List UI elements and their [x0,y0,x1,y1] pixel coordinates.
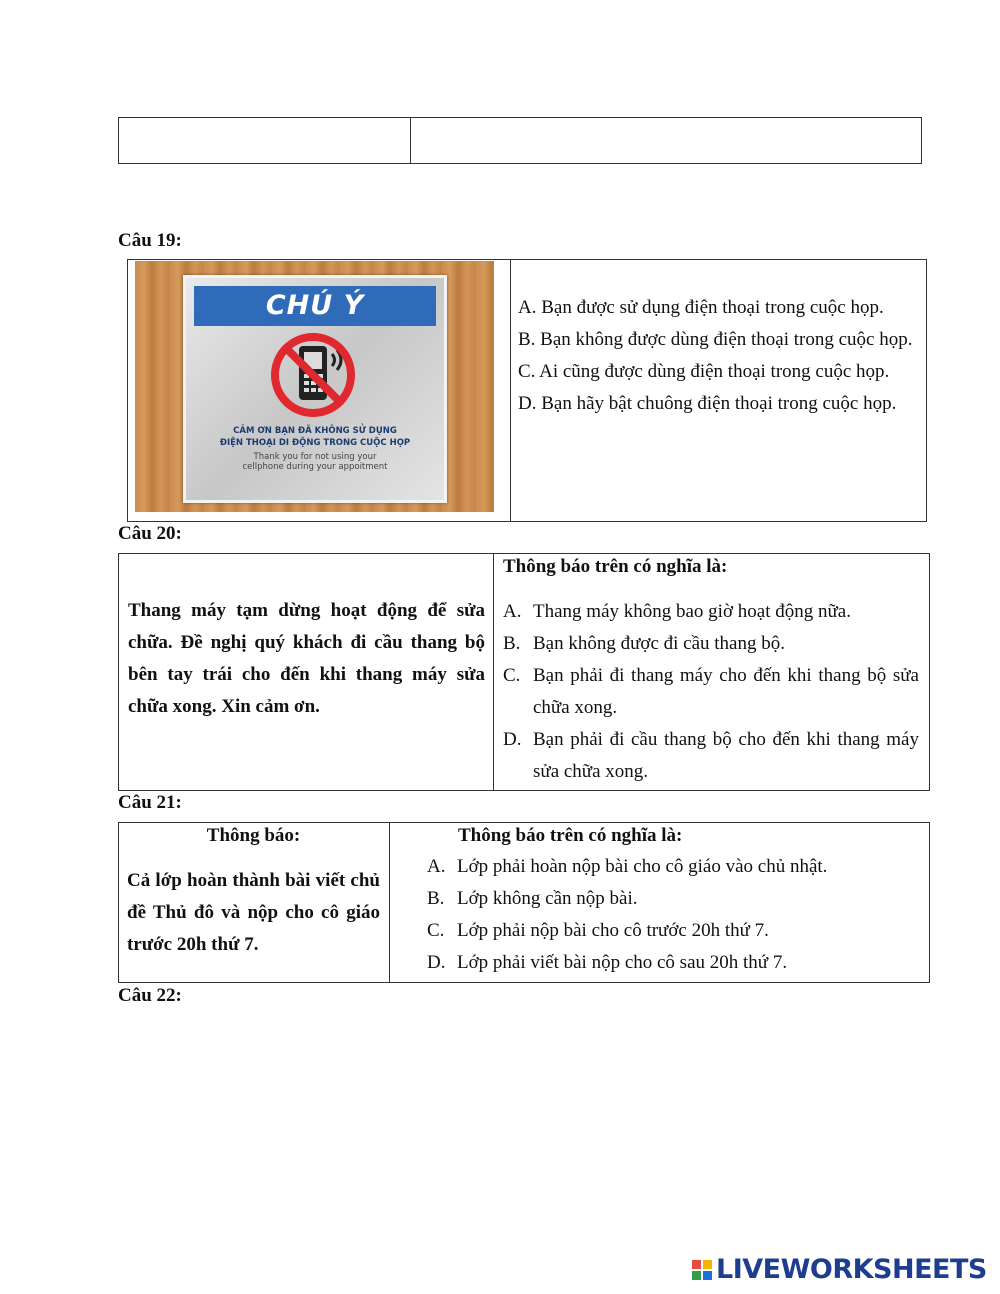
option-letter: D. [503,729,522,750]
question-21-label: Câu 21: [118,792,182,813]
question-20-prompt: Thông báo trên có nghĩa là: [503,556,728,577]
option-b[interactable]: B. Bạn không được dùng điện thoại trong cuộc họp. [518,329,913,350]
option-c[interactable] [427,915,922,947]
liveworksheets-logo [692,1254,987,1285]
option-letter: C. [503,665,521,686]
option-c[interactable]: C. Ai cũng được dùng điện thoại trong cuộc họp. [518,361,890,382]
question-19-options [518,292,916,420]
question-20-options [503,596,919,788]
question-20-notice: Thang máy tạm dừng hoạt động để sửa chữa. Đề nghị quý khách đi cầu thang bộ bên tay trái cho đến khi thang máy sửa chữa xong. Xin cảm ơn. [128,600,485,717]
option-letter: A. [427,856,446,877]
option-letter: A. [503,601,522,622]
logo-block [692,1271,701,1280]
option-a[interactable]: A. Bạn được sử dụng điện thoại trong cuộc họp. [518,297,884,318]
option-b[interactable] [427,883,922,915]
sign-plate [183,275,447,503]
question-21-notice: Cả lớp hoàn thành bài viết chủ đề Thủ đô và nộp cho cô giáo trước 20h thứ 7. [127,870,380,955]
option-a[interactable] [427,851,922,883]
top-table-cell-left [119,118,411,164]
question-21-prompt: Thông báo trên có nghĩa là: [458,825,683,846]
option-d[interactable] [427,947,922,979]
option-text: Lớp phải viết bài nộp cho cô sau 20h thứ 7. [457,952,788,973]
option-text: Bạn phải đi thang máy cho đến khi thang bộ sửa chữa xong. [533,665,919,718]
question-21-notice-title: Thông báo: [206,825,301,846]
logo-block [703,1260,712,1269]
option-letter: B. [503,633,521,654]
sign-en-line-1: Thank you for not using your [253,452,377,462]
column-divider [510,260,511,521]
sign-vi-line-1: CẢM ƠN BẠN ĐÃ KHÔNG SỬ DỤNG [233,426,397,436]
column-divider [493,554,494,790]
question-19-label: Câu 19: [118,230,182,251]
sign-english-text [192,452,438,472]
no-phone-sign-image [135,261,494,512]
column-divider [389,823,390,982]
option-letter: B. [427,888,445,909]
sign-en-line-2: cellphone during your appoitment [242,462,388,472]
top-table-cell-right [411,118,922,164]
option-letter: C. [427,920,445,941]
option-text: Bạn phải đi cầu thang bộ cho đến khi thang máy sửa chữa xong. [533,729,919,782]
question-20-label: Câu 20: [118,523,182,544]
option-c[interactable] [503,660,919,724]
sign-heading: CHÚ Ý [194,286,436,326]
question-22-label: Câu 22: [118,985,182,1006]
option-text: Lớp phải hoàn nộp bài cho cô giáo vào chủ nhật. [457,856,828,877]
option-a[interactable] [503,596,919,628]
option-text: Bạn không được đi cầu thang bộ. [533,633,785,654]
option-d[interactable]: D. Bạn hãy bật chuông điện thoại trong cuộc họp. [518,393,897,414]
logo-text: LIVEWORKSHEETS [716,1254,987,1285]
option-d[interactable] [503,724,919,788]
question-21-options [427,851,922,979]
option-b[interactable] [503,628,919,660]
option-text: Thang máy không bao giờ hoạt động nữa. [533,601,851,622]
top-empty-table [118,117,922,164]
logo-block [703,1271,712,1280]
logo-block [692,1260,701,1269]
sign-vietnamese-text [192,425,438,449]
no-phone-icon [256,330,374,422]
logo-icon [692,1260,712,1280]
sign-vi-line-2: ĐIỆN THOẠI DI ĐỘNG TRONG CUỘC HỌP [219,438,411,448]
option-text: Lớp phải nộp bài cho cô trước 20h thứ 7. [457,920,769,941]
option-letter: D. [427,952,446,973]
option-text: Lớp không cần nộp bài. [457,888,638,909]
